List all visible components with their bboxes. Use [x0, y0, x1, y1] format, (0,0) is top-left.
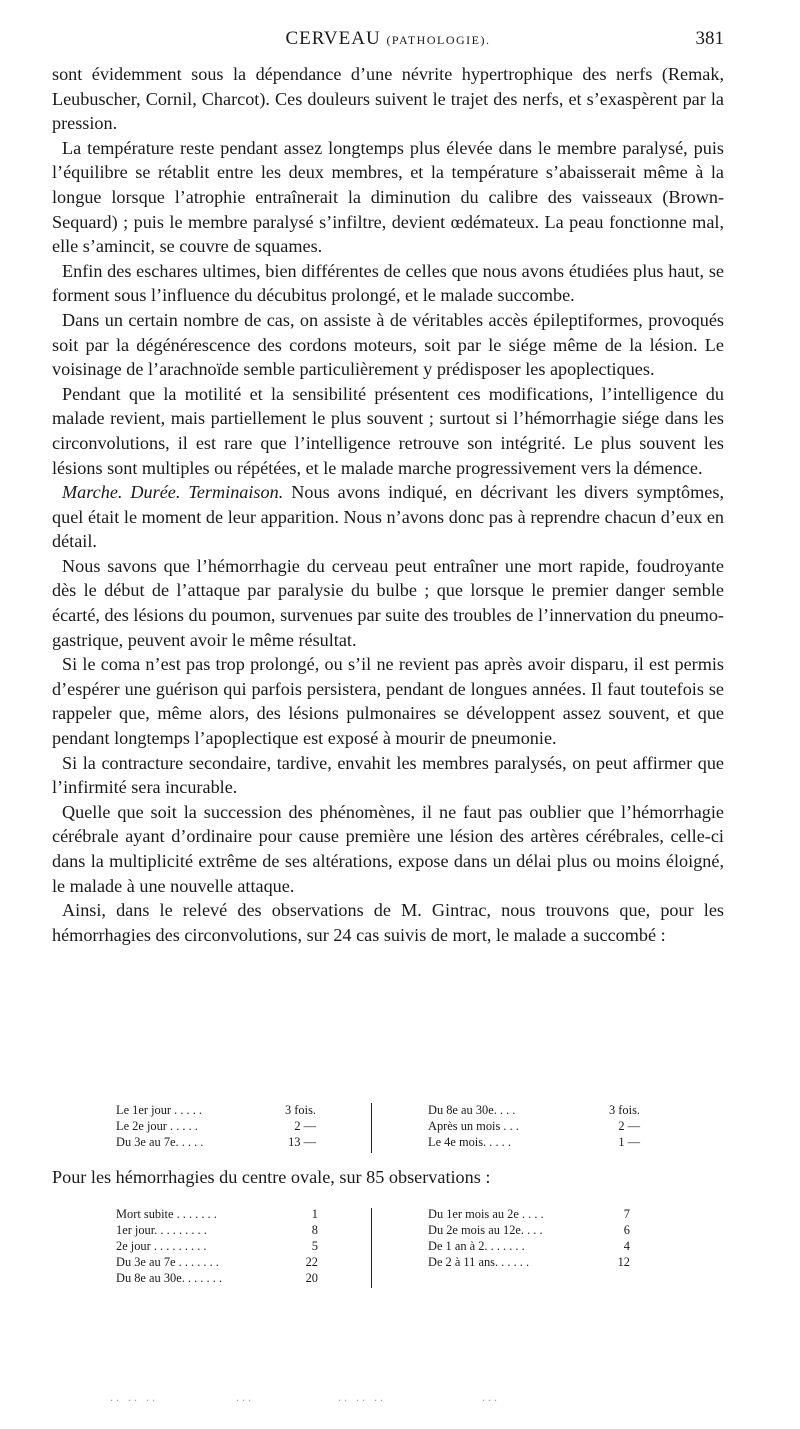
table-row: 2e jour . . . . . . . . . 5 [116, 1239, 318, 1253]
table-row: Du 3e au 7e . . . . . . . 22 [116, 1255, 318, 1269]
table2-divider [371, 1208, 372, 1288]
table-row: Le 4e mois. . . . . 1 — [428, 1135, 640, 1149]
paragraph-2: La température reste pendant assez longtemps plus élevée dans le membre paralysé, puis l’équilibre se rétablit entre les deux membres, et la température s’abaisserait même à la longue lorsque l’atrophie entraînerait la diminution du calibre des vaisseaux (Brown-Sequard) ; puis le membre paralysé s’infiltre, devient œdémateux. La peau fonctionne mal, elle s’amincit, se couvre de squames. [52, 137, 724, 257]
running-title-main: CERVEAU [285, 28, 381, 49]
section-heading: Marche. Durée. Terminaison. [62, 482, 284, 503]
paragraph-6 [52, 480, 724, 554]
page-header [52, 28, 724, 54]
table1-divider [371, 1103, 372, 1153]
table-row: Après un mois . . . 2 — [428, 1119, 640, 1133]
table-row: Du 3e au 7e. . . . . 13 — [116, 1135, 316, 1149]
table2-right [428, 1206, 630, 1270]
table-row: Mort subite . . . . . . . 1 [116, 1207, 318, 1221]
paragraph-3: Enfin des eschares ultimes, bien différentes de celles que nous avons étudiées plus haut, se forment sous l’influence du décubitus prolongé, et le malade succombe. [52, 260, 724, 306]
table-row: Du 1er mois au 2e . . . . 7 [428, 1207, 630, 1221]
table-row: 1er jour. . . . . . . . . 8 [116, 1223, 318, 1237]
paragraph-5: Pendant que la motilité et la sensibilité présentent ces modifications, l’intelligence du malade revient, mais partiellement le plus souvent ; surtout si l’hémorrhagie siége dans les circonvolutions, il est rare que l’intelligence retrouve son intégrité. Le plus souvent les lésions sont multiples ou répétées, et le malade marche progressivement vers la démence. [52, 383, 724, 478]
table-row: De 1 an à 2. . . . . . . 4 [428, 1239, 630, 1253]
page-number: 381 [695, 28, 724, 49]
paragraph-7: Nous savons que l’hémorrhagie du cerveau peut entraîner une mort rapide, foudroyante dès le début de l’attaque par paralysie du bulbe ; que lorsque le premier danger semble écarté, des lésions du poumon, survenues par suite des troubles de l’innervation du pneumo-gastrique, peuvent avoir le même résultat. [52, 555, 724, 650]
paragraph-4: Dans un certain nombre de cas, on assiste à de véritables accès épileptiformes, provoqués soit par la dégénérescence des cordons moteurs, soit par le siége même de la lésion. Le voisinage de l’arachnoïde semble particulièrement y prédisposer les apoplectiques. [52, 309, 724, 380]
table1-right [428, 1102, 640, 1150]
paragraph-1: sont évidemment sous la dépendance d’une névrite hypertrophique des nerfs (Remak, Leubuscher, Cornil, Charcot). Ces douleurs suivent le trajet des nerfs, et s’exaspèrent par la pression. [52, 64, 724, 134]
paragraph-11: Ainsi, dans le relevé des observations de M. Gintrac, nous trouvons que, pour les hémorrhagies des circonvolutions, sur 24 cas suivis de mort, le malade a succombé : [52, 900, 724, 945]
table-row: Le 2e jour . . . . . 2 — [116, 1119, 316, 1133]
table-row: Du 2e mois au 12e. . . . 6 [428, 1223, 630, 1237]
body-text [52, 62, 724, 947]
paragraph-10: Quelle que soit la succession des phénomènes, il ne faut pas oublier que l’hémorrhagie cérébrale ayant d’ordinaire pour cause première une lésion des artères cérébrales, celle-ci dans la multiplicité extrême de ses altérations, expose dans un délai plus ou moins éloigné, le malade à une nouvelle attaque. [52, 801, 724, 896]
table1-left [116, 1102, 316, 1150]
table2-caption: Pour les hémorrhagies du centre ovale, sur 85 observations : [52, 1167, 491, 1187]
bleed-through-marks: .. .. .. ... .. .. .. ... [110, 1390, 500, 1404]
table2-left [116, 1206, 318, 1286]
table-row: Du 8e au 30e. . . . 3 fois. [428, 1103, 640, 1117]
paragraph-9: Si la contracture secondaire, tardive, envahit les membres paralysés, on peut affirmer que l’infirmité sera incurable. [52, 752, 724, 798]
running-title-sub: (PATHOLOGIE). [386, 33, 491, 47]
table-row: Du 8e au 30e. . . . . . . 20 [116, 1271, 318, 1285]
table-row: Le 1er jour . . . . . 3 fois. [116, 1103, 316, 1117]
table-row: De 2 à 11 ans. . . . . . 12 [428, 1255, 630, 1269]
running-title [52, 28, 724, 50]
paragraph-6-text: Nous avons indiqué, en décrivant les divers symptômes, quel était le moment de leur apparition. Nous n’avons donc pas à reprendre chacun d’eux en détail. [52, 482, 724, 552]
paragraph-8: Si le coma n’est pas trop prolongé, ou s’il ne revient pas après avoir disparu, il est permis d’espérer une guérison qui parfois persistera, pendant de longues années. Il faut toutefois se rappeler que, même alors, des lésions pulmonaires se développent assez souvent, et que pendant longtemps l’apoplectique est exposé à mourir de pneumonie. [52, 654, 724, 749]
